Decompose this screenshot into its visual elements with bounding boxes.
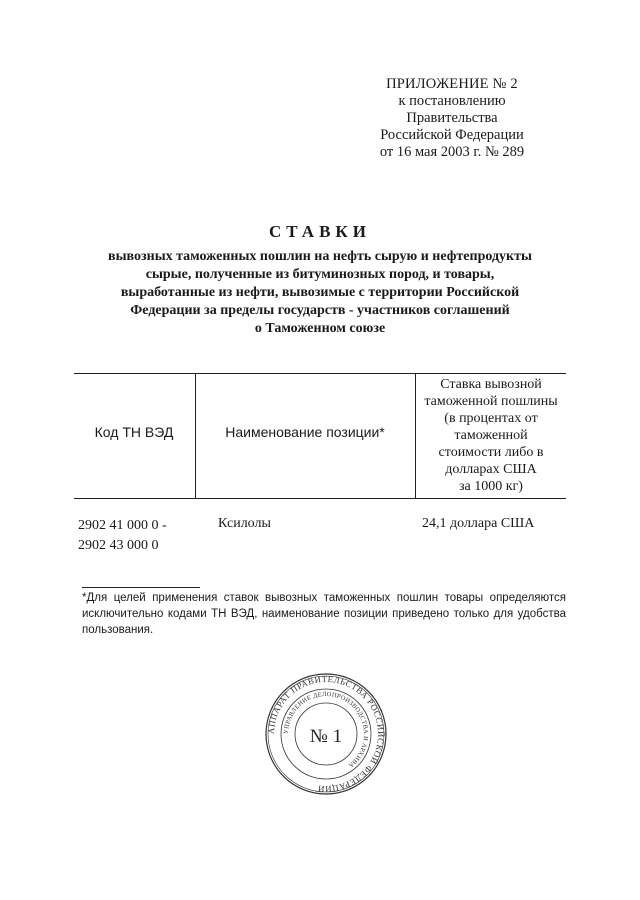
table-header-bottom-rule [74,498,566,499]
row-code-line: 2902 43 000 0 [78,538,159,553]
stamp-number: № 1 [309,726,343,747]
subtitle-line-5: о Таможенном союзе [254,321,386,336]
footnote: *Для целей применения ставок вывозных таможенных пошлин товары определяются исключительно кодами ТН ВЭД, наименование позиции приведено только для удобства пользования. [82,592,566,636]
annex-label: ПРИЛОЖЕНИЕ № 2 [386,76,518,92]
header-rate-line: за 1000 кг) [459,479,523,494]
header-rate-line: таможенной пошлины [424,394,558,409]
subtitle-line-1: вывозных таможенных пошлин на нефть сырую и нефтепродукты [108,249,532,264]
header-rate [416,376,566,495]
document-title: СТАВКИ [269,222,371,241]
header-rate-line: долларах США [445,462,537,477]
header-rate-line: стоимости либо в [438,445,544,460]
document-subtitle [80,248,560,338]
header-rate-line: (в процентах от [444,411,538,426]
row-code [78,516,167,556]
subtitle-line-4: Федерации за пределы государств - участников соглашений [130,303,510,318]
header-rate-line: таможенной [454,428,528,443]
stamp-inner-text: УПРАВЛЕНИЕ ДЕЛОПРОИЗВОДСТВА И АРХИВА [282,690,370,769]
stamp-outer-text: АППАРАТ ПРАВИТЕЛЬСТВА РОССИЙСКОЙ ФЕДЕРАЦИИ [265,673,387,795]
subtitle-line-3: выработанные из нефти, вывозимые с территории Российской [120,285,520,300]
row-rate: 24,1 доллара США [422,516,535,531]
table-top-rule [74,373,566,374]
official-stamp [264,672,388,796]
footnote-separator [82,587,200,588]
annex-line-2: Российской Федерации [380,127,524,143]
annex-line-1: к постановлению Правительства [398,93,506,126]
annex-line-3: от 16 мая 2003 г. № 289 [379,144,525,160]
header-code: Код ТН ВЭД [94,424,174,440]
row-code-line: 2902 41 000 0 - [78,518,167,533]
header-name: Наименование позиции* [225,424,385,440]
annex-header [352,76,552,161]
header-rate-line: Ставка вывозной [440,377,542,392]
row-name: Ксилолы [218,516,271,531]
subtitle-line-2: сырые, полученные из битуминозных пород, и товары, [145,267,495,282]
